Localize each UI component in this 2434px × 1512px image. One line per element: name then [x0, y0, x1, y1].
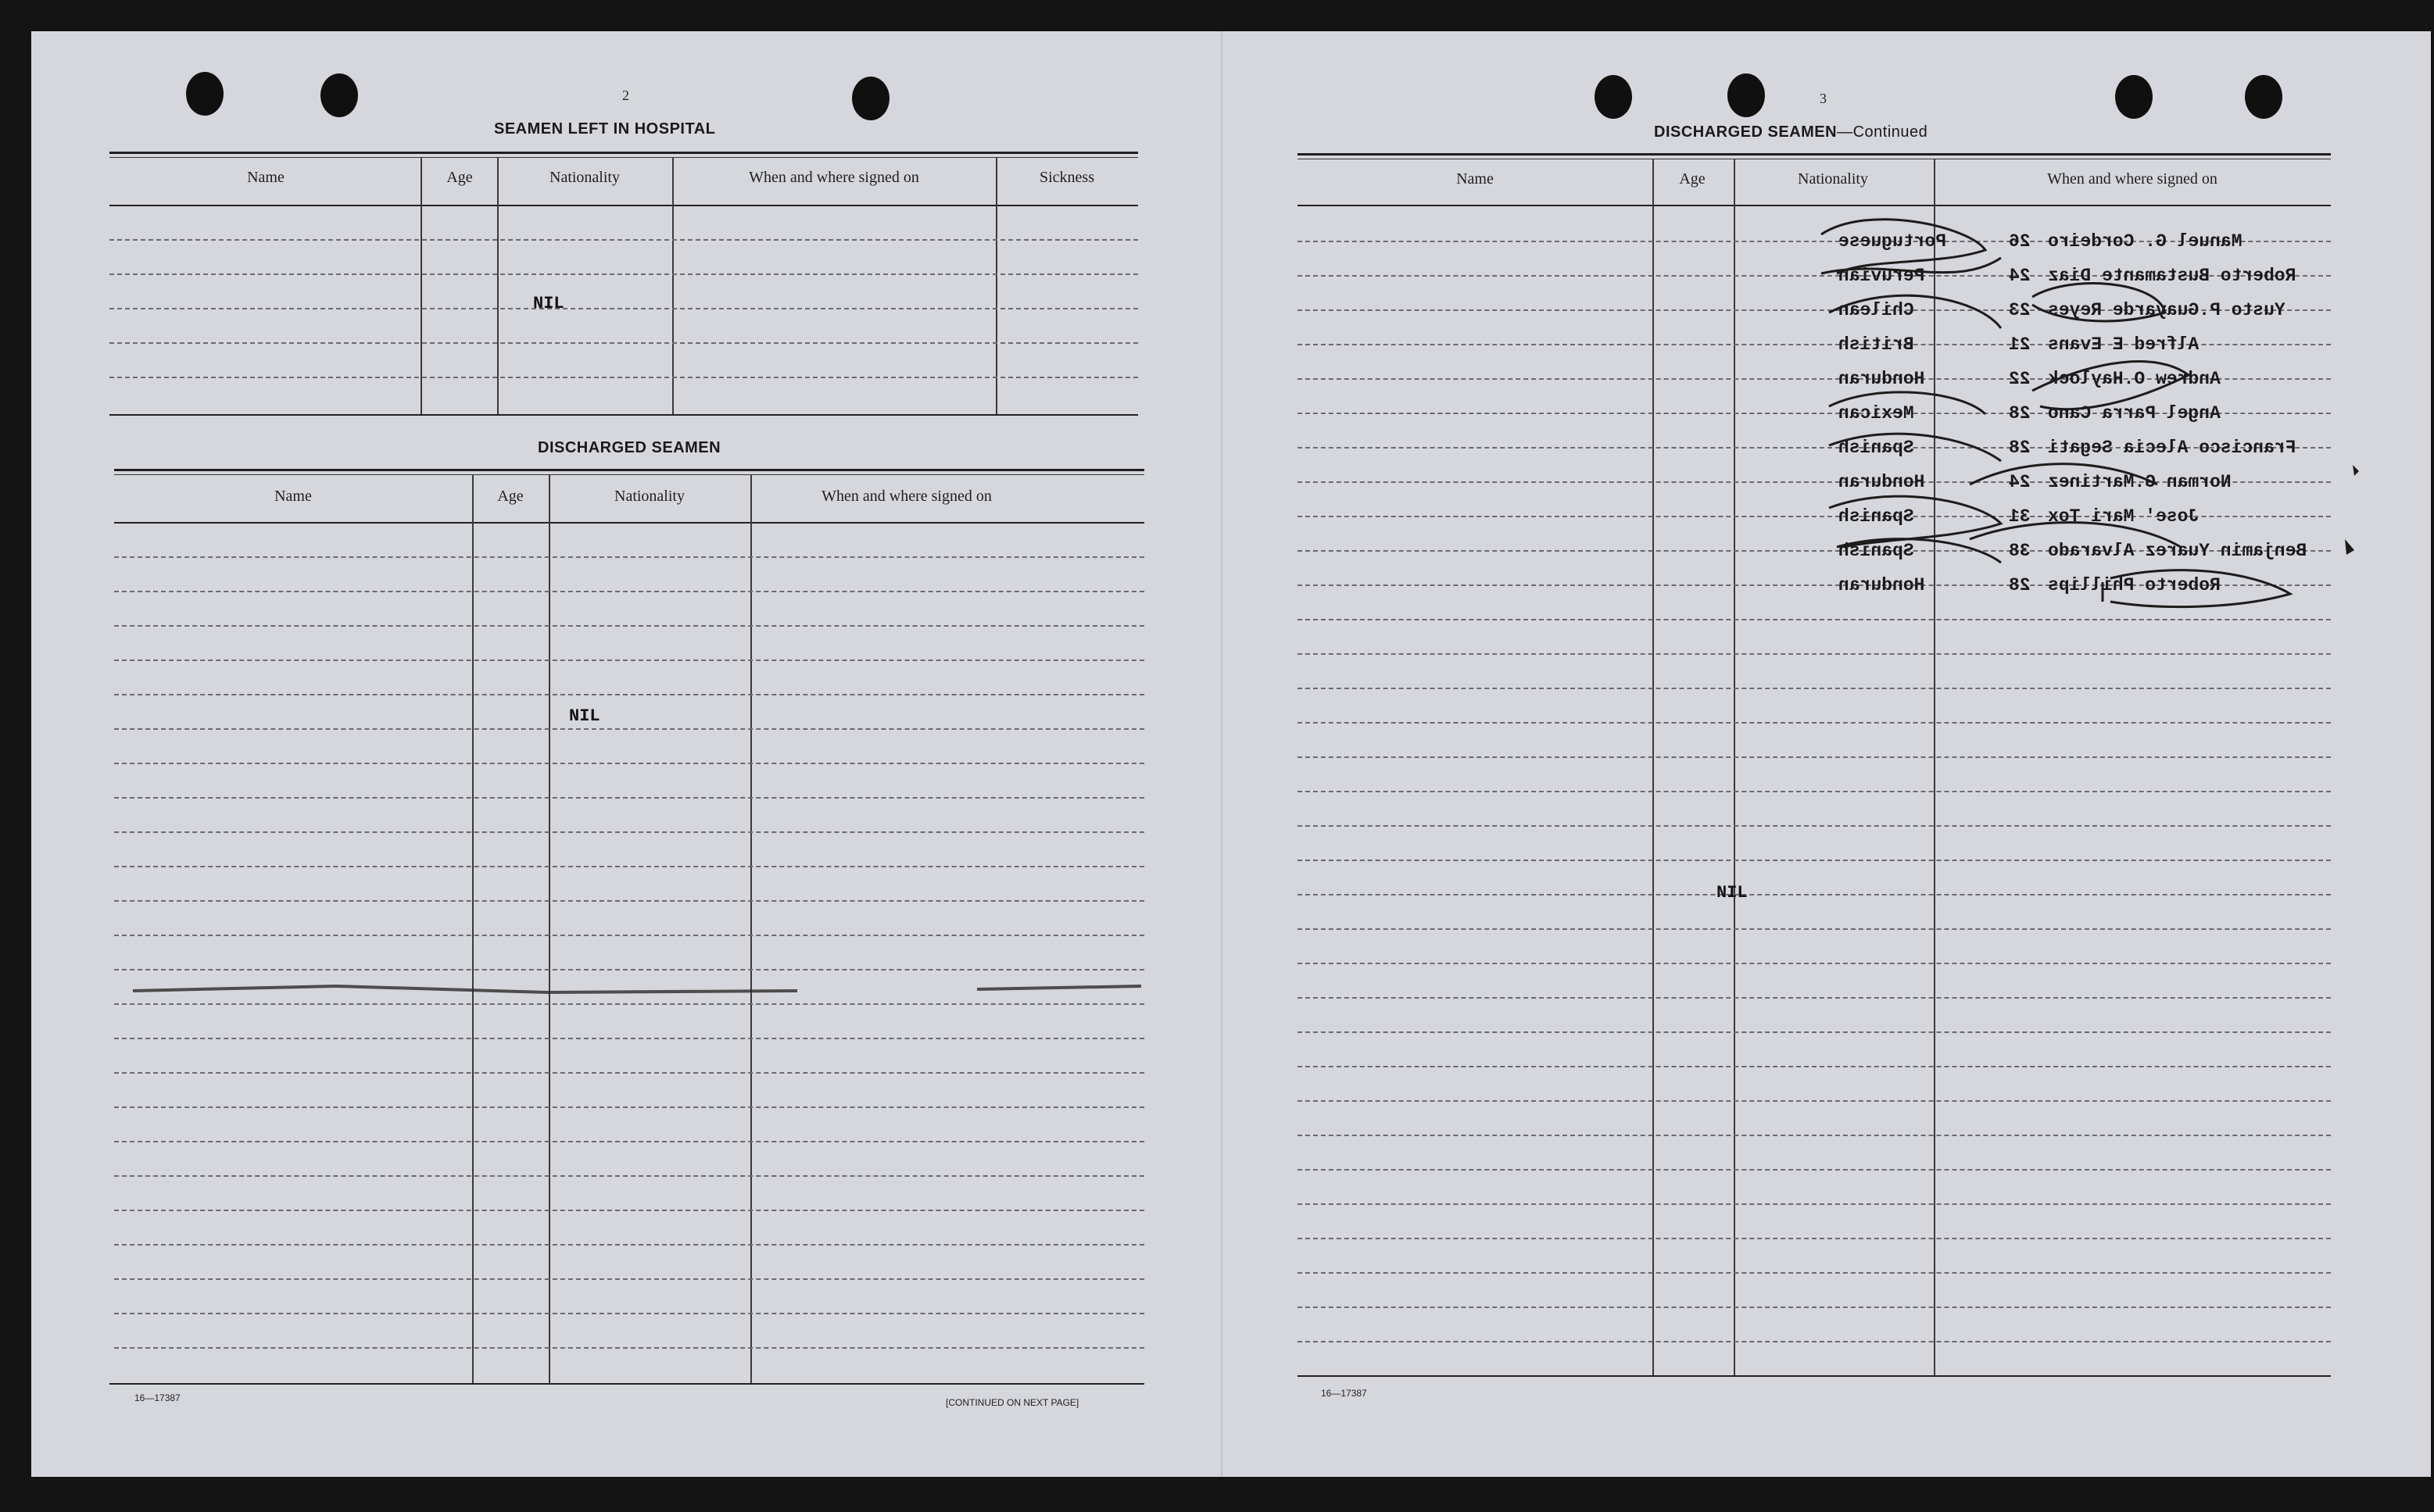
bleed-age: 23: [2009, 300, 2031, 320]
bleed-name: Jose' Mari Tox: [2048, 506, 2200, 527]
bleed-nationality: Mexican: [1838, 403, 1914, 424]
bleed-age: 31: [2009, 506, 2031, 527]
bleed-name: Alfred E Evans: [2048, 334, 2200, 355]
discharged-col-name: Name: [274, 488, 312, 505]
bleed-nationality: Chilean: [1838, 300, 1914, 320]
bleed-name: Roberto Bustamante Diaz: [2048, 266, 2296, 286]
hospital-col-nationality: Nationality: [549, 169, 620, 186]
right-col-nationality: Nationality: [1798, 170, 1868, 188]
bleed-nationality: Peruvian: [1838, 266, 1925, 286]
bleed-age: 28: [2009, 403, 2031, 424]
bleed-name: Norman G.Martinez: [2048, 472, 2232, 492]
bleed-nationality: Spanish: [1838, 506, 1914, 527]
bleed-age: 24: [2009, 266, 2031, 286]
bleed-name: Angel Parra Cano: [2048, 403, 2221, 424]
right-col-name: Name: [1456, 170, 1494, 188]
bleed-name: Benjamin Yuarez Alvarado: [2048, 541, 2307, 561]
page-number-left: 2: [622, 88, 629, 103]
hospital-col-sickness: Sickness: [1040, 169, 1094, 186]
bleed-age: 22: [2009, 369, 2031, 389]
bleed-nationality: Honduran: [1838, 369, 1925, 389]
form-number-right: 16—17387: [1321, 1388, 1367, 1399]
bleed-name: Andrew O.Haylock: [2048, 369, 2221, 389]
bleed-name: Francisco Alecia Segati: [2048, 438, 2296, 458]
bleed-name: Manuel G. Cordeiro: [2048, 231, 2243, 252]
discharged-section-title: DISCHARGED SEAMEN: [538, 439, 721, 456]
bleed-nationality: Spanish: [1838, 438, 1914, 458]
hospital-col-age: Age: [446, 169, 473, 186]
bleed-name: Roberto Phillips: [2048, 575, 2221, 595]
bleed-nationality: Honduran: [1838, 575, 1925, 595]
bleed-nationality: Portuguese: [1838, 231, 1947, 252]
bleed-age: 21: [2009, 334, 2031, 355]
bleed-nationality: Spanish: [1838, 541, 1914, 561]
right-col-signed-on: When and where signed on: [2047, 170, 2217, 188]
bleed-nationality: British: [1838, 334, 1914, 355]
right-title-continued: —Continued: [1837, 123, 1928, 141]
bleed-age: 26: [2009, 231, 2031, 252]
discharged-col-nationality: Nationality: [614, 488, 685, 505]
discharged-col-signed-on: When and where signed on: [821, 488, 992, 505]
discharged-col-age: Age: [497, 488, 524, 505]
hospital-nil: NIL: [533, 294, 564, 313]
form-number-left: 16—17387: [134, 1392, 181, 1403]
bleed-nationality: Honduran: [1838, 472, 1925, 492]
hospital-col-signed-on: When and where signed on: [749, 169, 919, 186]
discharged-nil: NIL: [569, 706, 600, 726]
right-nil: NIL: [1716, 883, 1748, 903]
page-number-right: 3: [1820, 91, 1827, 106]
hospital-col-name: Name: [247, 169, 285, 186]
right-col-age: Age: [1679, 170, 1706, 188]
bleed-name: Yusto P.Guayarde Reyes: [2048, 300, 2285, 320]
hospital-section-title: SEAMEN LEFT IN HOSPITAL: [494, 120, 716, 138]
bleed-age: 28: [2009, 438, 2031, 458]
bleed-age: 24: [2009, 472, 2031, 492]
right-title-text: DISCHARGED SEAMEN: [1654, 123, 1838, 141]
bleed-age: 38: [2009, 541, 2031, 561]
bleed-age: 28: [2009, 575, 2031, 595]
continued-note: [CONTINUED ON NEXT PAGE]: [946, 1397, 1079, 1408]
